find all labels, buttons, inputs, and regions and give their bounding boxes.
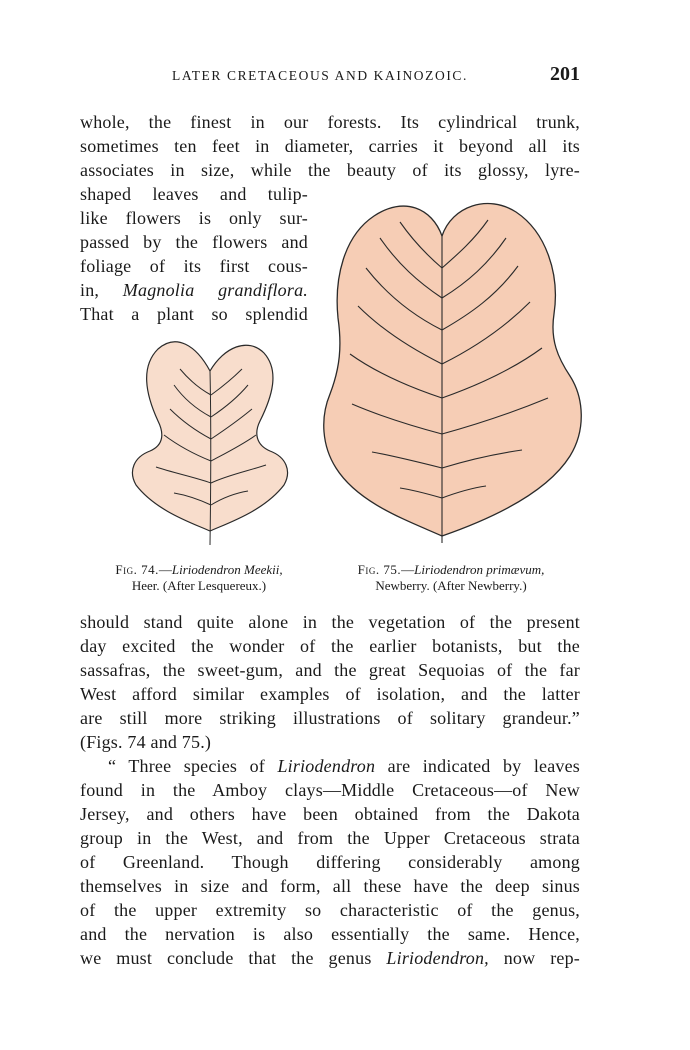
text-line: foliage of its first cous-	[80, 256, 308, 276]
text-line: of the upper extremity so characteristic of the genus,	[80, 900, 580, 920]
running-head: LATER CRETACEOUS AND KAINOZOIC.	[172, 68, 469, 83]
text-line: West afford similar examples of isolation, and the latter	[80, 684, 580, 704]
paragraph-narrow	[80, 182, 308, 326]
species-name: Liriodendron Meekii,	[171, 562, 283, 577]
leaf-75-blade	[324, 204, 582, 536]
text-line-italic	[80, 946, 580, 970]
text-line-italic	[80, 754, 580, 778]
text-line: sometimes ten feet in diameter, carries it beyond all its	[80, 136, 580, 156]
figure-74-caption	[84, 562, 314, 594]
text-fragment: “ Three species of	[108, 756, 278, 776]
figure-74-leaf	[120, 335, 300, 550]
text-line: day excited the wonder of the earlier botanists, but the	[80, 636, 580, 656]
text-line: like flowers is only sur-	[80, 208, 308, 228]
text-line: passed by the flowers and	[80, 232, 308, 252]
paragraph-top	[80, 110, 580, 182]
text-line: shaped leaves and tulip-	[80, 184, 308, 204]
text-line: are still more striking illustrations of solitary grandeur.”	[80, 708, 580, 728]
text-line: and the nervation is also essentially the same. Hence,	[80, 924, 580, 944]
text-line: Jersey, and others have been obtained from the Dakota	[80, 804, 580, 824]
page-number: 201	[550, 63, 580, 85]
text-line: of Greenland. Though differing considerably among	[80, 852, 580, 872]
text-line: (Figs. 74 and 75.)	[80, 732, 212, 752]
figure-label: Fig. 74.	[115, 562, 159, 577]
page-header	[80, 63, 580, 90]
genus-name: Liriodendron,	[386, 948, 489, 968]
text-fragment: we must conclude that the genus	[80, 948, 387, 968]
genus-name: Liriodendron	[277, 756, 376, 776]
leaf-74-drawing	[120, 335, 300, 550]
text-line: should stand quite alone in the vegetation of the present	[80, 612, 580, 632]
text-line: themselves in size and form, all these have the deep sinus	[80, 876, 580, 896]
species-name: Liriodendron primævum,	[414, 562, 545, 577]
caption-line-2: Newberry. (After Newberry.)	[375, 578, 527, 593]
text-line: That a plant so splendid	[80, 304, 308, 324]
text-line: associates in size, while the beauty of its glossy, lyre-	[80, 160, 580, 180]
caption-dash: —	[401, 562, 415, 577]
text-line-italic	[80, 278, 308, 302]
leaf-75-drawing	[318, 198, 586, 543]
caption-line-1	[326, 562, 576, 578]
species-name: Magnolia grandiflora.	[122, 280, 308, 300]
figure-label: Fig. 75.	[357, 562, 402, 577]
caption-line-1	[84, 562, 314, 578]
text-line: found in the Amboy clays—Middle Cretaceous—of New	[80, 780, 580, 800]
text-fragment: in,	[80, 280, 123, 300]
caption-line-2: Heer. (After Lesquereux.)	[131, 578, 267, 593]
text-line: group in the West, and from the Upper Cretaceous strata	[80, 828, 580, 848]
figure-75-caption	[326, 562, 576, 594]
figure-75-leaf	[318, 198, 586, 543]
text-line: sassafras, the sweet-gum, and the great Sequoias of the far	[80, 660, 580, 680]
text-fragment: now rep-	[488, 948, 580, 968]
text-fragment: are indicated by leaves	[375, 756, 580, 776]
paragraph-bottom	[80, 610, 580, 970]
caption-dash: —	[158, 562, 172, 577]
text-line: whole, the finest in our forests. Its cylindrical trunk,	[80, 112, 580, 132]
